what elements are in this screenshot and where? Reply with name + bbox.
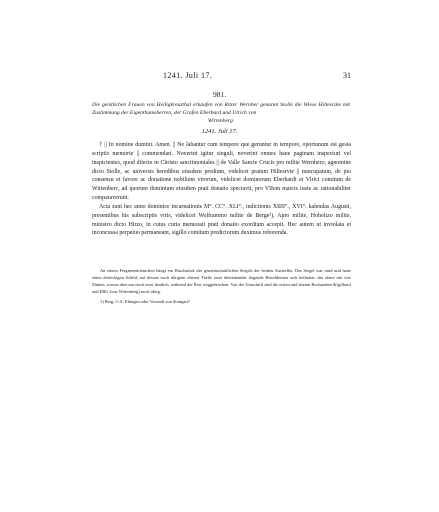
regest-summary (92, 101, 350, 126)
regest-line: Die geistlichen Frauen von Heiligkreuzthal erkaufen von Ritter Wernher genannt Stolle die (92, 102, 302, 108)
running-head (91, 71, 351, 81)
regest-line: Wiese Hiltesrüte mit Zustimmung der Eigenthumsherren, der Grafen Eberhard und Ulrich von (92, 102, 350, 117)
charter-text (92, 141, 351, 238)
charter-paragraph: † || In nomine domini. Amen. || Ne labantur cum tempore que geruntur in tempore, oportunum est gesta scriptis memorie || commendari. Noverint igitur singuli, noverint omnes hane paginam inspecturi vel inspicientes, quod dilecte in Christo sanctimoniales || de Valle Sancte Crucis pro milite Wernhero, agnomine dicto Stolle, ac universis heredibus eiusdem predium, videlicet pratum Hiltesrvte || nuncupatum, de pio consensu et favore ac donatione nobilium virorum, videlicet dominorum Eberhardi et Vlrici comitum de Wirtenberc, ad quorum dominium eiusdem prati donatio spectavit, pro VIIem marcis iuste ac rationabiliter comparaverunt. (92, 142, 351, 202)
charter-paragraph: Acta sunt hec anno dominice incarnationis M°. CC°. XLI°., indictionis XIIII°., XVI°. kalendas Augusti, presentibus his subscriptis viris, videlicet Wolframmo milite de Berge¹), Apro milite, Hoholtzo milite, ministro dicto Hirzo, in cuius curia memorati prati donatio exordium accepit. Hec autem ut inviolata et inconcussa perpetuo permaneant, sigillo comitum predictorum duximus roborenda. (92, 203, 351, 237)
document-number: 981. (212, 90, 227, 99)
regest-last-line: Wirtenberg. (207, 118, 235, 125)
seal-note-text: An einem Pergamentriemchen hängt ein Bruchstück des gemeinschaftlichen Siegels der beiden Aussteller. Das Siegel war rund und hatte einen dreieckigen Schild, auf dessen noch übrigem oberen Theile zwei übereinander liegende Hirschhörner sich befinden, das obere mit vier Zinken, wovon aber nur noch zwei deutlich, während der Rest weggebrochen. Von der Umschrift sind die ersten und letzten Buchstaben S(igillum) und ERG (von Wirtenberg) noch übrig. (92, 268, 351, 294)
running-head-date: 1241. Juli 17. (163, 71, 213, 80)
footnote: 1) Berg, O.A. Ehingen oder Vorstadt von Stuttgart? (100, 299, 190, 304)
document-date: 1241. Juli 17. (201, 128, 238, 135)
seal-note (92, 267, 351, 295)
page-number: 31 (343, 71, 351, 80)
